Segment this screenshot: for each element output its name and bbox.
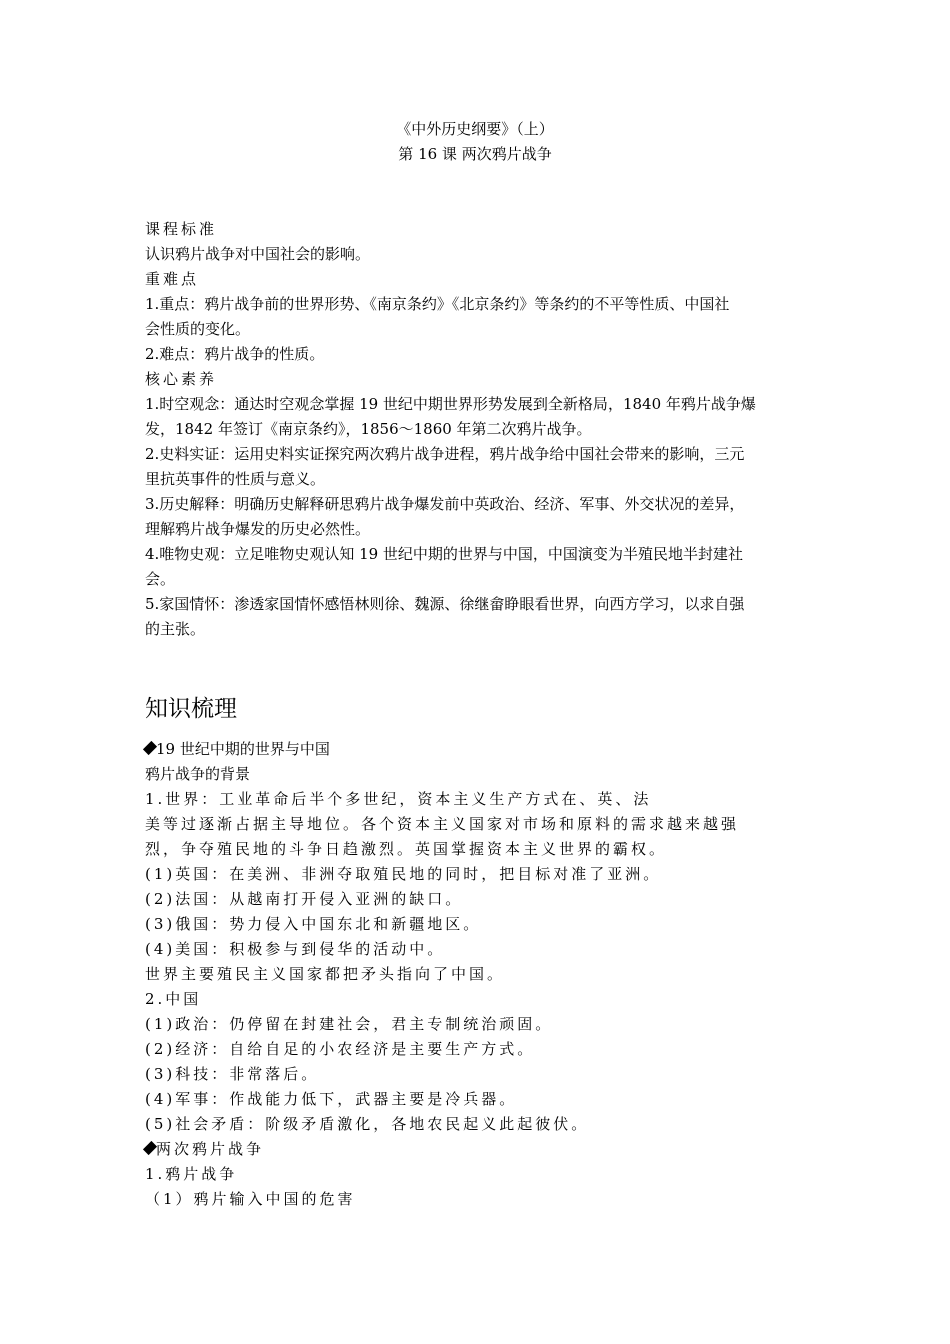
- literacy-item1-line-1: 1.时空观念：通达时空观念掌握 19 世纪中期世界形势发展到全新格局，1840 年鸦片战争爆: [145, 395, 756, 413]
- world-russia: (3)俄国：势力侵入中国东北和新疆地区。: [145, 915, 482, 933]
- literacy-item2-line-2: 里抗英事件的性质与意义。: [145, 470, 326, 488]
- focus-title: 重难点: [145, 270, 200, 288]
- knowledge-heading: 知识梳理: [145, 696, 237, 722]
- standards-title: 课程标准: [145, 220, 218, 238]
- opium-war-title: 1.鸦片战争: [145, 1165, 238, 1183]
- opium-harm-title: （1）鸦片输入中国的危害: [145, 1190, 356, 1208]
- china-military: (4)军事：作战能力低下，武器主要是冷兵器。: [145, 1090, 518, 1108]
- diamond-bullet-icon: [143, 1141, 157, 1155]
- china-economy: (2)经济：自给自足的小农经济是主要生产方式。: [145, 1040, 536, 1058]
- world-summary: 世界主要殖民主义国家都把矛头指向了中国。: [145, 965, 506, 983]
- literacy-item3-line-2: 理解鸦片战争爆发的历史必然性。: [145, 520, 371, 538]
- focus-key-line-1: 1.重点：鸦片战争前的世界形势、《南京条约》《北京条约》等条约的不平等性质、中国社: [145, 295, 730, 313]
- section-1-label: 19 世纪中期的世界与中国: [156, 740, 330, 758]
- literacy-title: 核心素养: [145, 370, 218, 388]
- focus-difficult: 2.难点：鸦片战争的性质。: [145, 345, 325, 363]
- literacy-item3-line-1: 3.历史解释：明确历史解释研思鸦片战争爆发前中英政治、经济、军事、外交状况的差异，: [145, 495, 745, 513]
- section-2-heading: [145, 1138, 813, 1160]
- world-france: (2)法国：从越南打开侵入亚洲的缺口。: [145, 890, 464, 908]
- standards-text: 认识鸦片战争对中国社会的影响。: [145, 245, 371, 263]
- world-usa: (4)美国：积极参与到侵华的活动中。: [145, 940, 446, 958]
- focus-key-line-2: 会性质的变化。: [145, 320, 251, 338]
- world-line-1: 1.世界：工业革命后半个多世纪，资本主义生产方式在、英、法: [145, 790, 652, 808]
- literacy-item4-line-1: 4.唯物史观：立足唯物史观认知 19 世纪中期的世界与中国，中国演变为半殖民地半封建社: [145, 545, 743, 563]
- world-uk: (1)英国：在美洲、非洲夺取殖民地的同时，把目标对准了亚洲。: [145, 865, 662, 883]
- china-title: 2.中国: [145, 990, 202, 1008]
- lesson-title: 第 16 课 两次鸦片战争: [398, 145, 552, 163]
- world-line-3: 烈，争夺殖民地的斗争日趋激烈。英国掌握资本主义世界的霸权。: [145, 840, 668, 858]
- section-2-label: 两次鸦片战争: [156, 1140, 265, 1158]
- literacy-item5-line-1: 5.家国情怀：渗透家国情怀感悟林则徐、魏源、徐继畲睁眼看世界，向西方学习，以求自强: [145, 595, 745, 613]
- china-society: (5)社会矛盾：阶级矛盾激化，各地农民起义此起彼伏。: [145, 1115, 590, 1133]
- literacy-item1-line-2: 发，1842 年签订《南京条约》，1856～1860 年第二次鸦片战争。: [145, 420, 592, 438]
- section-1-heading: [145, 738, 813, 760]
- diamond-bullet-icon: [143, 741, 157, 755]
- literacy-item2-line-1: 2.史料实证：运用史料实证探究两次鸦片战争进程，鸦片战争给中国社会带来的影响，三元: [145, 445, 745, 463]
- literacy-item4-line-2: 会。: [145, 570, 176, 588]
- china-politics: (1)政治：仍停留在封建社会，君主专制统治顽固。: [145, 1015, 554, 1033]
- china-tech: (3)科技：非常落后。: [145, 1065, 320, 1083]
- literacy-item5-line-2: 的主张。: [145, 620, 206, 638]
- book-title: 《中外历史纲要》（上）: [396, 120, 554, 138]
- background-title: 鸦片战争的背景: [145, 765, 251, 783]
- world-line-2: 美等过逐渐占据主导地位。各个资本主义国家对市场和原料的需求越来越强: [145, 815, 740, 833]
